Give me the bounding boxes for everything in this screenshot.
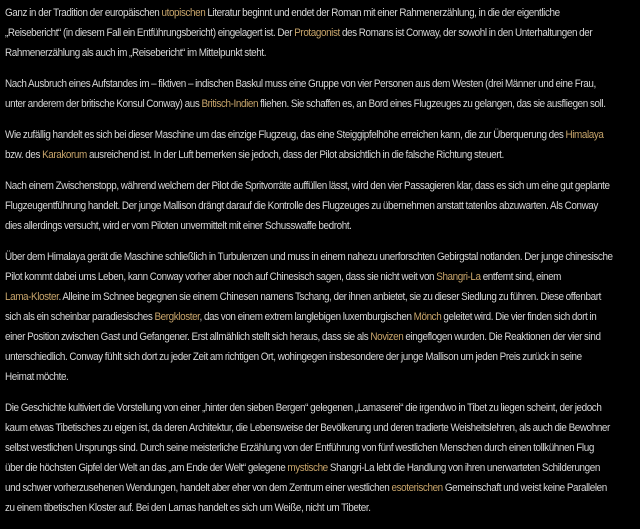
text-run: einer Position zwischen Gast und Gefangener. Erst allmählich stellt sich heraus, dass sie als bbox=[5, 331, 371, 343]
text-run: entfernt sind, einem bbox=[480, 271, 562, 283]
text-run: „Reisebericht“ (in diesem Fall ein Entführungsbericht) eingelagert ist. Der bbox=[5, 27, 295, 39]
paragraph bbox=[5, 74, 606, 114]
wiki-link[interactable]: Protagonist bbox=[294, 27, 340, 39]
text-run: zu einem tibetischen Kloster auf. Bei den Lamas handelt es sich um Weiße, nicht um Tibeter. bbox=[5, 502, 371, 514]
paragraph bbox=[5, 247, 613, 387]
article-body bbox=[5, 3, 613, 529]
text-run: dies allerdings versucht, wird er vom Piloten unvermittelt mit einer Schusswaffe bedroht. bbox=[5, 220, 352, 232]
text-run: unterschiedlich. Conway fühlt sich dort zu jeder Zeit am richtigen Ort, wohingegen insbesondere der junge Mallison um jeden Preis zurück in seine bbox=[5, 351, 582, 363]
text-run: . Alleine im Schnee begegnen sie einem Chinesen namens Tschang, der ihnen anbietet, sie zu dieser Siedlung zu führen. Diese offenbart bbox=[58, 291, 601, 303]
text-run: Nach einem Zwischenstopp, während welchem der Pilot die Spritvorräte auffüllen lässt, wird den vier Passagieren klar, dass es sich um eine gut geplante bbox=[5, 180, 610, 192]
text-run: sich als ein scheinbar paradiesisches bbox=[5, 311, 155, 323]
text-run: Literatur beginnt und endet der Roman mit einer Rahmenerzählung, in die der eigentliche bbox=[205, 7, 560, 19]
text-run: Gemeinschaft und weist keine Parallelen bbox=[442, 482, 607, 494]
text-run: Ganz in der Tradition der europäischen bbox=[5, 7, 162, 19]
text-run: über die höchsten Gipfel der Welt an das „am Ende der Welt“ gelegene bbox=[5, 462, 288, 474]
text-run: kaum etwas Tibetisches zu eigen ist, da deren Architektur, die Lebensweise der Bevölkerung und deren tradierte Weisheitslehren, als auch die Bewohner bbox=[5, 422, 610, 434]
text-run: Nach Ausbruch eines Aufstandes im – fiktiven – indischen Baskul muss eine Gruppe von vier Personen aus dem Westen (drei Männer und eine Frau, bbox=[5, 78, 596, 90]
text-run: Die Geschichte kultiviert die Vorstellung von einer „hinter den sieben Bergen“ gelegenen „Lamaserei“ die irgendwo in Tibet zu liegen scheint, der jedoch bbox=[5, 402, 602, 414]
paragraph bbox=[5, 125, 604, 165]
text-run: bzw. des bbox=[5, 149, 43, 161]
wiki-link[interactable]: Bergkloster bbox=[154, 311, 200, 323]
wiki-link[interactable]: Shangri-La bbox=[436, 271, 481, 283]
text-run: geleitet wird. Die vier finden sich dort in bbox=[441, 311, 597, 323]
paragraph bbox=[5, 398, 610, 518]
text-run: ausreichend ist. In der Luft bemerken sie jedoch, dass der Pilot absichtlich in die falsche Richtung steuert. bbox=[86, 149, 504, 161]
paragraph bbox=[5, 3, 599, 63]
text-run: Wie zufällig handelt es sich bei dieser Maschine um das einzige Flugzeug, das eine Steiggipfelhöhe erreichen kann, die zur Überquerung des bbox=[5, 129, 566, 141]
wiki-link[interactable]: Lama-Kloster bbox=[5, 291, 59, 303]
wiki-link[interactable]: Himalaya bbox=[565, 129, 604, 141]
wiki-link[interactable]: Karakorum bbox=[42, 149, 87, 161]
text-run: Über dem Himalaya gerät die Maschine schließlich in Turbulenzen und muss in einem nahezu unerforschten Gebirgstal notlanden. Der junge chinesische bbox=[5, 251, 613, 263]
text-run: des Romans ist Conway, der sowohl in den Unterhaltungen der bbox=[339, 27, 593, 39]
wiki-link[interactable]: Novizen bbox=[370, 331, 404, 343]
text-run: fliehen. Sie schaffen es, an Bord eines Flugzeuges zu gelangen, das sie ausfliegen soll. bbox=[258, 98, 606, 110]
wiki-link[interactable]: mystische bbox=[287, 462, 328, 474]
text-run: Pilot kommt dabei ums Leben, kann Conway vorher aber noch auf Chinesisch sagen, dass sie nicht weit von bbox=[5, 271, 437, 283]
text-run: , das von einem extrem langlebigen luxemburgischen bbox=[199, 311, 414, 323]
text-run: Heimat möchte. bbox=[5, 371, 69, 383]
paragraph bbox=[5, 176, 610, 236]
wiki-link[interactable]: Britisch-Indien bbox=[201, 98, 259, 110]
text-run: Rahmenerzählung als auch im „Reisebericht“ im Mittelpunkt steht. bbox=[5, 47, 267, 59]
text-run: Flugzeugentführung handelt. Der junge Mallison drängt darauf die Kontrolle des Flugzeuges zu übernehmen anstatt tatenlos abzuwarten. Als Conway bbox=[5, 200, 598, 212]
wiki-link[interactable]: esoterischen bbox=[391, 482, 443, 494]
text-run: unter anderem der britische Konsul Conway) aus bbox=[5, 98, 202, 110]
text-run: eingeflogen wurden. Die Reaktionen der vier sind bbox=[403, 331, 601, 343]
text-run: Shangri-La lebt die Handlung von ihren unerwarteten Schilderungen bbox=[327, 462, 600, 474]
wiki-link[interactable]: utopischen bbox=[161, 7, 206, 19]
wiki-link[interactable]: Mönch bbox=[413, 311, 442, 323]
text-run: selbst westlichen Ursprungs sind. Durch seine meisterliche Erzählung von der Entführung von fünf westlichen Menschen durch einen tollkühnen Flug bbox=[5, 442, 594, 454]
text-run: und schwer vorherzusehenen Wendungen, handelt aber eher von dem Zentrum einer westlichen bbox=[5, 482, 392, 494]
